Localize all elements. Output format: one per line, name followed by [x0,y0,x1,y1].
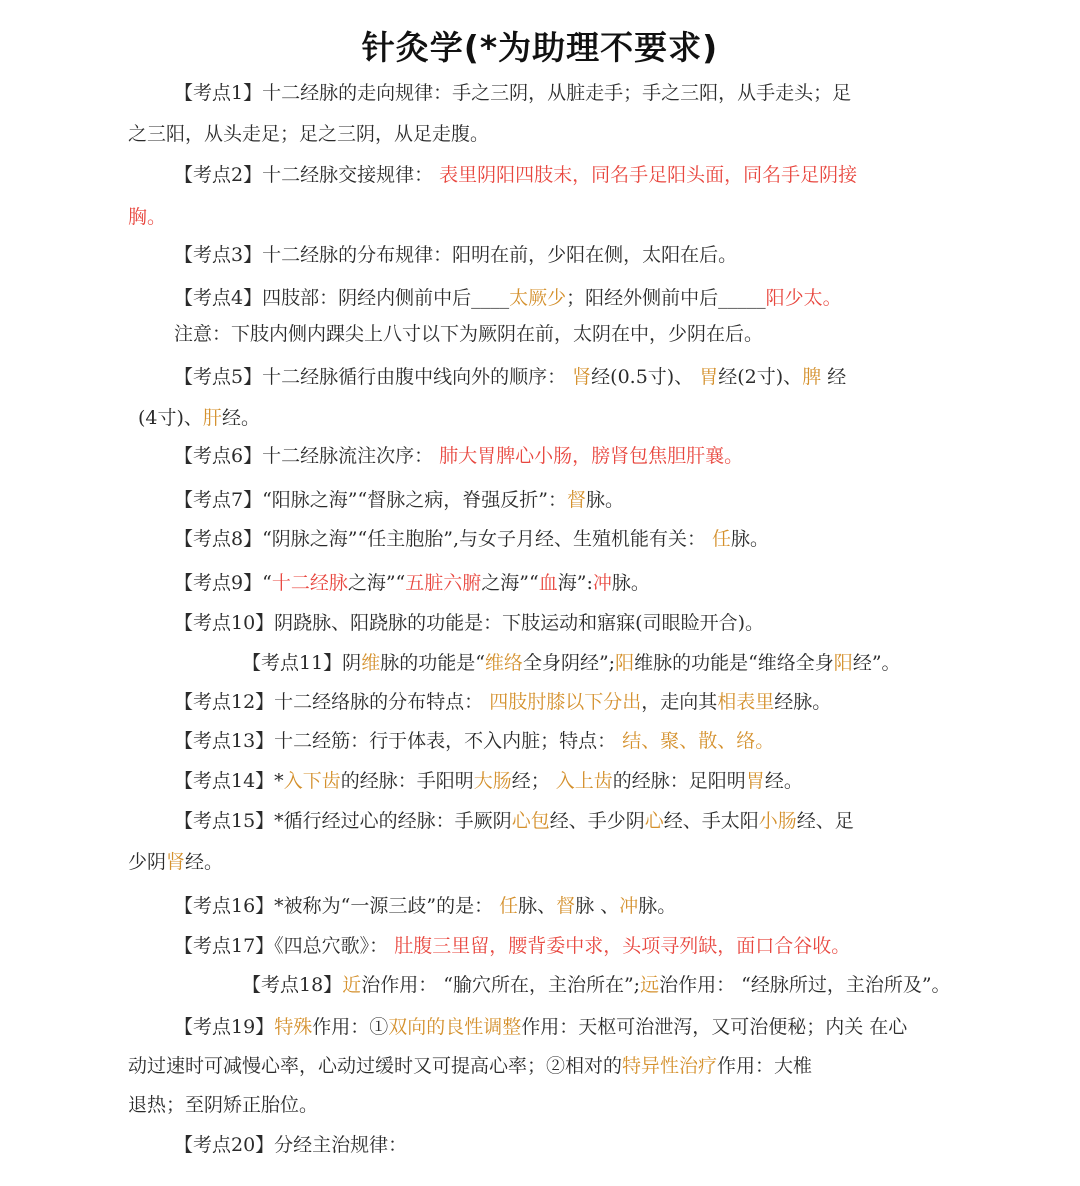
text-segment: 【考点18】 [242,974,343,996]
text-line [174,443,743,469]
text-segment: 经、手太阳 [663,810,759,832]
text-segment: 【考点4】四肢部：阴经内侧前中后____ [174,287,510,309]
text-segment: 心 [644,810,664,832]
text-segment: 四肢肘膝以下分出 [489,691,642,713]
text-segment: 作用：① [312,1016,389,1038]
text-segment: 五脏六腑 [405,572,482,594]
text-segment: 脉、 [518,895,557,917]
text-segment: 【考点17】《四总穴歌》： [174,935,395,957]
text-line [128,121,489,147]
text-segment: 【考点10】阴跷脉、阳跷脉的功能是：下肢运动和寤寐(司眼睑开合)。 [174,612,765,634]
text-segment: 入上齿 [555,770,613,792]
text-segment: 双向的良性调整 [388,1016,522,1038]
text-segment: 肝 [202,407,222,429]
text-segment: 的经脉：手阳明 [340,770,474,792]
text-segment: 胃 [699,366,719,388]
text-line [128,1092,318,1118]
text-line [138,405,260,431]
text-segment: 【考点9】“ [174,572,272,594]
text-segment: 治作用： “经脉所过，主治所及”。 [659,974,951,996]
text-segment: 脉。 [611,572,650,594]
text-segment: 维脉的功能是“维络全身 [634,652,834,674]
text-line [174,610,764,636]
text-segment: 近 [342,974,362,996]
text-segment: 的经脉：足阳明 [612,770,746,792]
text-segment: 注意：下肢内侧内踝尖上八寸以下为厥阴在前，太阴在中，少阴在后。 [174,323,764,345]
text-segment: 作用：大椎 [717,1055,813,1077]
text-line [174,285,842,311]
text-line [174,364,846,390]
text-line [242,650,901,676]
text-segment: 治作用： “腧穴所在，主治所在”; [361,974,641,996]
text-line [174,242,737,268]
text-segment: 阳 [833,652,853,674]
text-segment: 脾 [802,366,822,388]
text-segment: 之海”“ [347,572,406,594]
text-segment: 脉的功能是“ [380,652,485,674]
text-segment: 冲 [592,572,612,594]
text-segment: 少阴 [128,851,167,873]
text-segment: 作用：天枢可治泄泻，又可治便秘；内关 在心 [521,1016,908,1038]
text-segment: 【考点7】“阳脉之海”“督脉之病，脊强反折”： [174,489,567,511]
text-segment: 经(2寸)、 [718,366,803,388]
text-segment: 经。 [221,407,260,429]
text-segment: 胸。 [128,206,167,228]
text-segment: 维 [361,652,381,674]
text-line [174,1014,907,1040]
text-segment: 【考点5】十二经脉循行由腹中线向外的顺序： [174,366,573,388]
text-segment: 十二经脉 [271,572,348,594]
text-line [128,849,223,875]
text-segment: 大肠 [473,770,512,792]
text-segment: 【考点11】阴 [242,652,362,674]
text-segment: 冲 [619,895,639,917]
text-line [174,768,803,794]
text-segment: 肾 [166,851,186,873]
text-line [174,162,857,188]
text-segment: 【考点15】*循行经过心的经脉：手厥阴 [174,810,512,832]
text-line [242,972,951,998]
text-segment: 【考点20】分经主治规律： [174,1134,408,1156]
text-segment: 【考点8】“阴脉之海”“任主胞胎”,与女子月经、生殖机能有关： [174,528,713,550]
text-segment: 任 [499,895,519,917]
text-segment: 经； [511,770,556,792]
text-segment: 阳少太。 [765,287,842,309]
text-segment: 全身阴经”; [522,652,616,674]
text-segment: 肚腹三里留，腰背委中求，头项寻列缺，面口合谷收。 [394,935,851,957]
text-segment: 督 [556,895,576,917]
text-line [174,487,624,513]
text-segment: 【考点14】* [174,770,284,792]
text-segment: 退热；至阴矫正胎位。 [128,1094,319,1116]
text-segment: 肺大胃脾心小肠，膀肾包焦胆肝襄。 [439,445,744,467]
text-segment: 【考点13】十二经筋：行于体表，不入内脏；特点： [174,730,623,752]
text-segment: 脉。 [731,528,770,550]
text-segment: 【考点6】十二经脉流注次序： [174,445,440,467]
text-segment: 经 [821,366,847,388]
text-segment: 胃 [745,770,765,792]
text-segment: 相表里 [717,691,775,713]
text-segment: 维络 [484,652,523,674]
text-line [174,80,851,106]
text-segment: 之三阳，从头走足；足之三阴，从足走腹。 [128,123,490,145]
text-line [174,526,769,552]
text-segment: 动过速时可减慢心率，心动过缓时又可提高心率；②相对的 [128,1055,623,1077]
text-segment: 【考点1】十二经脉的走向规律：手之三阴，从脏走手；手之三阳，从手走头；足 [174,82,852,104]
text-segment: 经、手少阴 [549,810,645,832]
text-segment: 任 [712,528,732,550]
text-line [174,933,850,959]
text-segment: 经”。 [852,652,901,674]
text-line [128,1053,812,1079]
text-segment: 脉 、 [575,895,620,917]
text-segment: 脉。 [638,895,677,917]
text-line [174,893,676,919]
text-segment: 【考点12】十二经络脉的分布特点： [174,691,490,713]
text-segment: 肾 [572,366,592,388]
text-segment: 【考点2】十二经脉交接规律： [174,164,440,186]
text-segment: (4寸)、 [138,407,203,429]
text-segment: 之海”“ [481,572,539,594]
text-segment: 远 [640,974,660,996]
text-segment: 表里阴阳四肢末，同名手足阳头面，同名手足阴接 [439,164,858,186]
text-segment: 血 [538,572,558,594]
text-segment: ，走向其 [641,691,718,713]
text-segment: 经。 [185,851,224,873]
text-segment: 经。 [764,770,803,792]
text-segment: 【考点16】*被称为“一源三歧”的是： [174,895,500,917]
text-line [174,728,774,754]
text-segment: 经脉。 [774,691,832,713]
text-segment: 心包 [511,810,550,832]
text-line [174,1132,407,1158]
text-segment: 经、足 [796,810,854,832]
text-segment: ；阳经外侧前中后_____ [566,287,766,309]
text-segment: 阳 [615,652,635,674]
text-segment: 经(0.5寸)、 [591,366,700,388]
text-segment: 小肠 [758,810,797,832]
text-segment: 结、聚、散、络。 [622,730,775,752]
text-segment: 【考点19】 [174,1016,275,1038]
text-line [128,204,166,230]
text-segment: 脉。 [585,489,624,511]
text-segment: 海”: [557,572,593,594]
text-line [174,570,650,596]
text-segment: 特殊 [274,1016,313,1038]
text-segment: 【考点3】十二经脉的分布规律：阳明在前，少阳在侧，太阳在后。 [174,244,738,266]
page-title: 针灸学(*为助理不要求) [361,28,719,67]
text-segment: 督 [566,489,586,511]
text-segment: 特异性治疗 [622,1055,718,1077]
text-segment: 太厥少 [509,287,567,309]
text-line [174,808,854,834]
text-line [174,321,763,347]
text-segment: 入下齿 [283,770,341,792]
text-line [174,689,831,715]
